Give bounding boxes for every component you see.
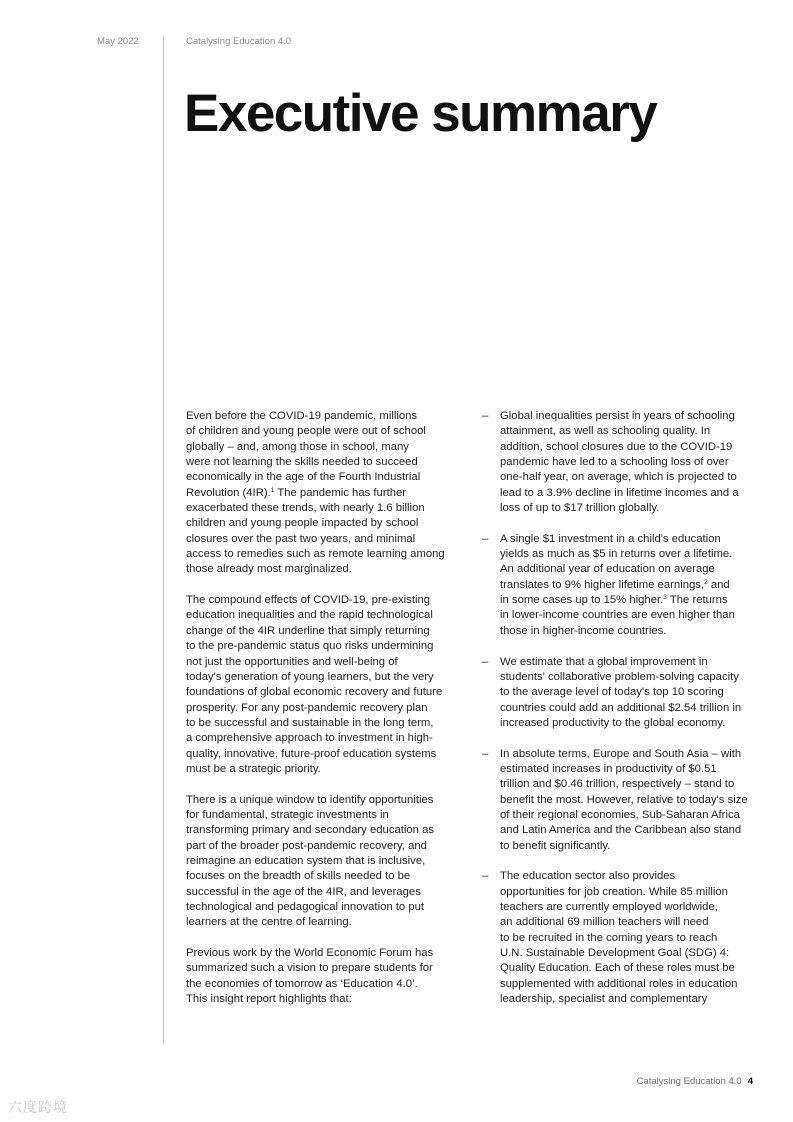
text-line: children and young people impacted by school [186,517,419,530]
left-column [186,409,456,1023]
text-line: were not learning the skills needed to succeed [186,456,418,469]
text-line: today's generation of young learners, but the very [186,670,434,683]
bullet-item [482,409,762,516]
text-line: to be recruited in the coming years to reach [500,931,718,944]
text-line: opportunities for job creation. While 85 million [500,885,728,898]
body-paragraph [186,793,456,931]
text-line: leadership, specialist and complementary [500,993,708,1006]
dash-bullet-marker: – [482,655,489,668]
text-line: to benefit significantly. [500,839,611,852]
bullet-item [482,869,762,1007]
text-line: part of the broader post-pandemic recovery, and [186,839,427,852]
vertical-divider [163,36,164,1044]
text-line: Even before the COVID-19 pandemic, millions [186,410,418,422]
text-line: teachers are currently employed worldwide, [500,901,718,913]
text-line: benefit the most. However, relative to today's size [500,793,748,806]
text-line: In absolute terms, Europe and South Asia – with [500,747,742,760]
text-line: closures over the past two years, and minimal [186,532,416,545]
text-line: foundations of global economic recovery and future [186,686,443,699]
text-line: must be a strategic priority. [186,762,321,775]
text-line: prosperity. For any post-pandemic recovery plan [186,701,428,714]
text-line: a comprehensive approach to investment in high- [186,732,433,745]
dash-bullet-marker: – [482,410,489,422]
text-line [186,486,456,501]
text-line: increased productivity to the global economy. [500,716,726,729]
text-line: globally – and, among those in school, many [186,440,409,453]
footer [637,1076,753,1087]
watermark-logo: 六度跨境 [8,1100,68,1116]
page-number: 4 [747,1076,753,1087]
text-line: Global inequalities persist in years of schooling [500,410,735,422]
text-segment: The returns [666,594,728,607]
body-paragraph [186,593,456,777]
text-segment: Revolution (4IR). [186,486,271,499]
body-paragraph [186,946,456,1007]
text-line: There is a unique window to identify opportunities [186,793,434,806]
right-column [482,409,762,1023]
text-line: supplemented with additional roles in education [500,977,738,990]
text-line: technological and pedagogical innovation to put [186,901,425,913]
text-line: An additional year of education on average [500,563,715,576]
text-segment: and [707,578,730,591]
text-line: for fundamental, strategic investments in [186,808,389,821]
text-line: A single $1 investment in a child's education [500,532,721,545]
text-line: one-half year, on average, which is projected to [500,471,737,484]
header-date: May 2022 [97,36,139,47]
text-line: The compound effects of COVID-19, pre-existing [186,594,431,607]
dash-bullet-marker: – [482,870,489,883]
footnote-marker: 3 [663,594,667,602]
text-segment: in some cases up to 15% higher. [500,594,664,607]
text-line: the economies of tomorrow as ‘Education 4.0’. [186,977,418,990]
text-line: of their regional economies, Sub-Saharan Africa [500,808,740,821]
text-segment: translates to 9% higher lifetime earnings, [500,578,705,591]
text-line: Previous work by the World Economic Forum has [186,947,434,960]
text-line: those in higher-income countries. [500,624,667,637]
text-line: The education sector also provides [500,870,676,883]
bullet-item [482,655,762,732]
dash-bullet-marker: – [482,532,489,545]
text-line: transforming primary and secondary education as [186,824,435,837]
text-line: to the average level of today's top 10 scoring [500,686,724,699]
text-line: We estimate that a global improvement in [500,655,708,668]
header-publication-title: Catalysing Education 4.0 [186,36,292,47]
text-line: addition, school closures due to the COVID-19 [500,440,733,453]
text-line: estimated increases in productivity of $0.51 [500,762,717,775]
text-line: to be successful and sustainable in the long term, [186,716,434,729]
text-line: reimagine an education system that is inclusive, [186,854,426,867]
body-paragraph [186,409,456,578]
footnote-marker: 2 [704,578,708,586]
text-line: and Latin America and the Caribbean also stand [500,824,742,837]
text-line: education inequalities and the rapid technological [186,609,433,622]
footer-publication-title: Catalysing Education 4.0 [636,1076,742,1087]
text-line: successful in the age of the 4IR, and leverages [186,885,421,898]
dash-bullet-marker: – [482,747,489,760]
page-title: Executive summary [184,84,657,143]
text-line: loss of up to $17 trillion globally. [500,502,660,515]
text-line: pandemic have led to a schooling loss of over [500,456,729,469]
text-line: not just the opportunities and well-being of [186,655,398,668]
text-line: students' collaborative problem-solving capacity [500,670,739,683]
text-line: learners at the centre of learning. [186,916,352,929]
text-line: countries could add an additional $2.54 trillion in [500,701,742,714]
text-line: to the pre-pandemic status quo risks undermining [186,640,434,653]
text-segment: The pandemic has further [274,486,407,499]
text-line: of children and young people were out of school [186,425,426,438]
text-line: attainment, as well as schooling quality. In [500,425,711,438]
text-line [500,593,762,608]
text-line: summarized such a vision to prepare students for [186,962,433,975]
text-line: exacerbated these trends, with nearly 1.6 billion [186,502,425,515]
text-line: economically in the age of the Fourth Industrial [186,471,421,484]
text-line: an additional 69 million teachers will need [500,916,709,929]
text-line: access to remedies such as remote learning among [186,548,445,561]
text-line: those already most marginalized. [186,563,352,576]
text-line [500,578,762,593]
footnote-marker: 1 [270,486,275,494]
text-line: yields as much as $5 in returns over a lifetime. [500,548,733,561]
text-line: quality, innovative, future-proof education systems [186,747,437,760]
text-line: in lower-income countries are even higher than [500,609,735,622]
text-line: focuses on the breadth of skills needed to be [186,870,411,883]
text-line: This insight report highlights that: [186,993,352,1006]
text-line: Quality Education. Each of these roles must be [500,962,735,975]
text-line: lead to a 3.9% decline in lifetime incomes and a [500,486,739,499]
text-line: change of the 4IR underline that simply returning [186,624,430,637]
text-line: U.N. Sustainable Development Goal (SDG) 4: [500,947,730,960]
bullet-item [482,532,762,639]
text-line: trillion and $0.46 trillion, respectively – stand to [500,778,735,791]
bullet-item [482,747,762,854]
